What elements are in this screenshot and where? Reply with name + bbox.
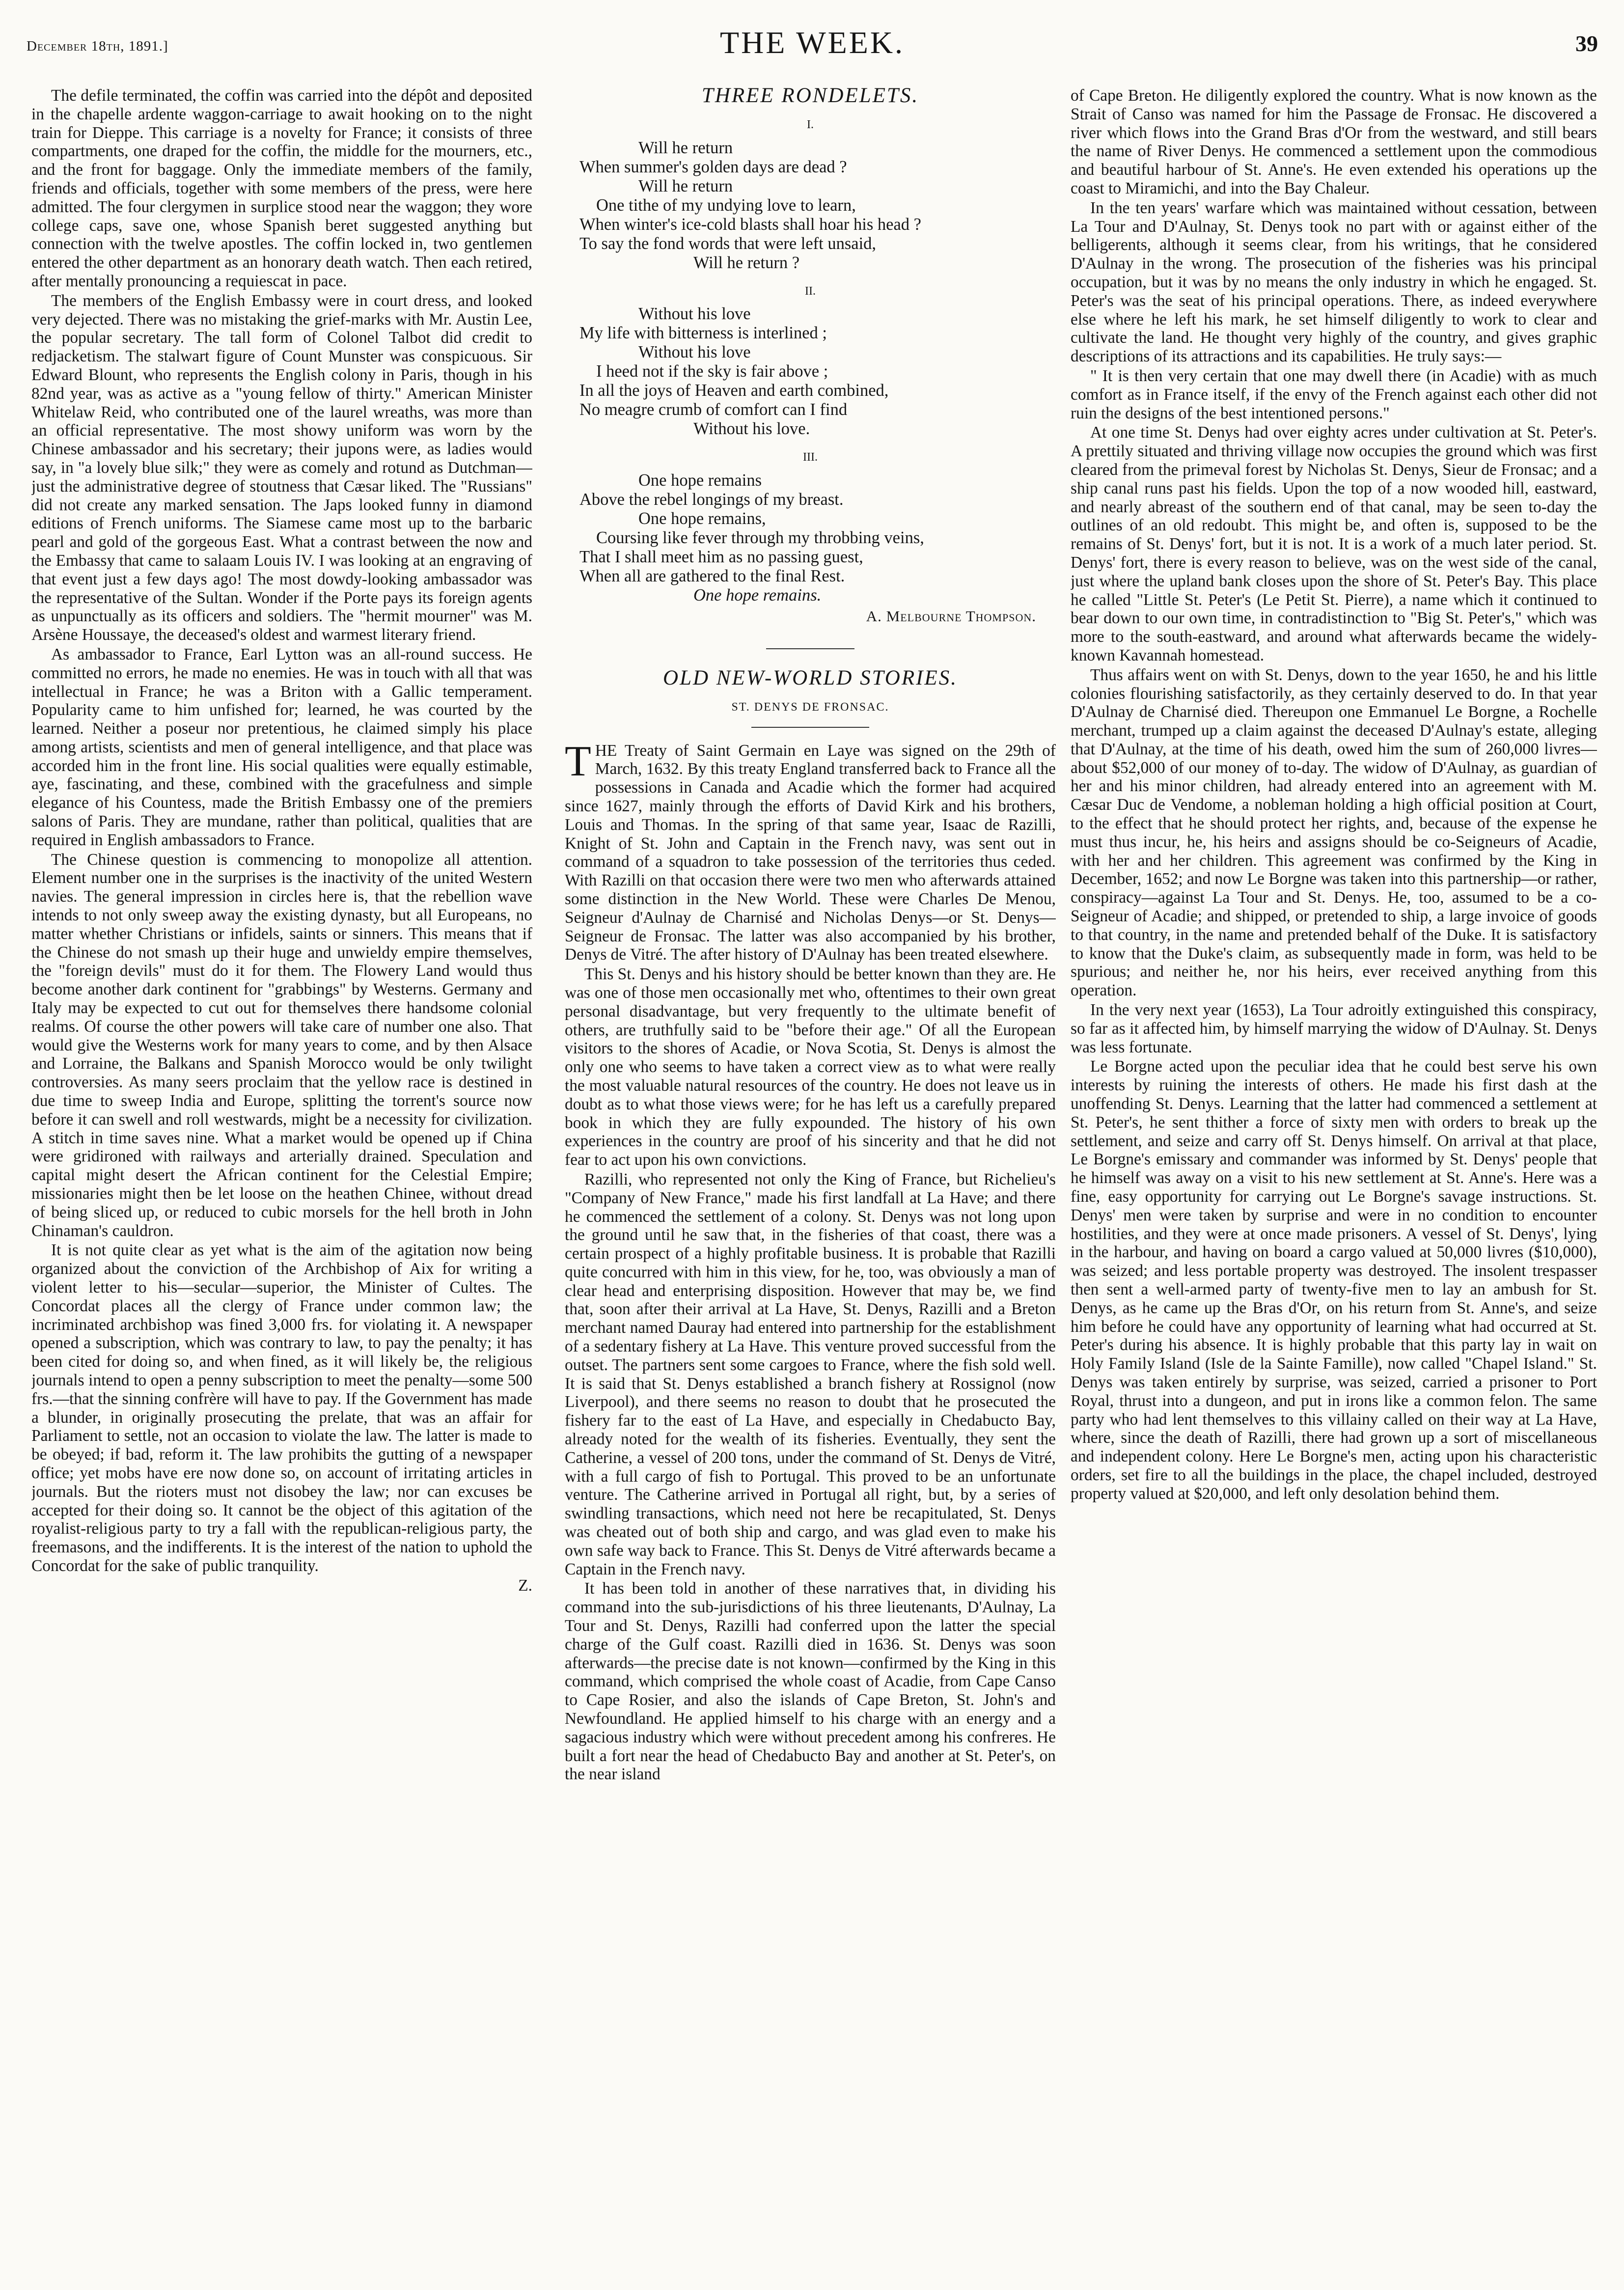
- story-paragraph: Le Borgne acted upon the peculiar idea that he could best serve his own interests by ruining the interests of others. He made his first dash at the unoffending St. Denys. Learning that the latter had commenced a settlement at St. Peter's, he sent thither a force of sixty men with orders to break up the settlement, and seize and carry off St. Denys himself. On arrival at that place, Le Borgne's emissary and commander was informed by St. Denys' people that he himself was away on a visit to his new settlement at St. Anne's. Here was a fine, easy opportunity for carrying out Le Borgne's savage instructions. St. Denys' men were taken by surprise and were in no condition to encounter hostilities, and they were at once made prisoners. A vessel of St. Denys', lying in the harbour, and having on board a cargo valued at 50,000 livres ($10,000), was seized; and less portable property was destroyed. The insolent trespasser then sent a well-armed party of twenty-five men to lay an ambush for St. Denys, as he came up the Bras d'Or, on his return from St. Anne's, and seize him before he could have any opportunity of learning what had occurred at St. Peter's during his absence. It is highly probable that this party lay in wait on Holy Family Island (Isle de la Sainte Famille), now called "Chapel Island." St. Denys was taken entirely by surprise, was seized, carried a prisoner to Port Royal, thrust into a dungeon, and put in irons like a common felon. The same party who had lent themselves to this villainy called on their way at La Have, where, since the death of Razilli, there had grown up a sort of miscellaneous and independent colony. Here Le Borgne's men, acting upon his characteristic orders, set fire to all the buildings in the place, the chapel included, destroyed property valued at $20,000, and left only desolation behind them.: [1071, 1057, 1597, 1503]
- story-paragraph: Razilli, who represented not only the King of France, but Richelieu's "Company of New France," made his first landfall at La Have; and there he commenced the settlement of a colony. St. Denys was not long upon the ground until he saw that, in the fisheries of that coast, there was a certain prospect of a highly profitable business. It is probable that Razilli quite concurred with him in this view, for he, too, was obviously a man of clear head and enterprising disposition. However that may be, we find that, soon after their arrival at La Have, St. Denys, Razilli and a Breton merchant named Dauray had entered into partnership for the establishment of a sedentary fishery at La Have. This venture proved successful from the outset. The partners sent some cargoes to France, where the fish sold well. It is said that St. Denys established a branch fishery at Rossignol (now Liverpool), and there seems no reason to doubt that he prosecuted the fishery far to the east of La Have, and especially in Chedabucto Bay, already noted for the wealth of its fisheries. Eventually, they sent the Catherine, a vessel of 200 tons, under the command of St. Denys de Vitré, with a full cargo of fish to Portugal. This proved to be an unfortunate venture. The Catherine arrived in Portugal all right, but, by a series of swindling transactions, which need not here be recapitulated, St. Denys was cheated out of both ship and cargo, and was glad even to make his own safe way back to France. This St. Denys de Vitré afterwards became a Captain in the French navy.: [565, 1170, 1056, 1578]
- poem-line: No meagre crumb of comfort can I find: [579, 400, 848, 419]
- poem-line: Will he return: [638, 176, 733, 195]
- story-paragraph: of Cape Breton. He diligently explored the country. What is now known as the Strait of Canso was named for him the Passage de Fronsac. He discovered a river which flows into the Grand Bras d'Or from the westward, and still bears the name of River Denys. He commenced a settlement upon the commodious and beautiful harbour of St. Anne's. He even extended his operations up the coast to Miramichi, and into the Bay Chaleur.: [1071, 86, 1597, 197]
- story-paragraph: This St. Denys and his history should be better known than they are. He was one of those men occasionally met who, oftentimes to their own great personal disadvantage, but very frequently to the ultimate benefit of others, are truthfully said to be "before their age." Of all the European visitors to the shores of Acadie, or Nova Scotia, St. Denys is almost the only one who seems to have taken a correct view as to what were really the most valuable natural resources of the country. He does not leave us in doubt as to what those views were; for he has left us a carefully prepared book in which they are fully expounded. The history of his own experiences in the country are proof of his sincerity and that he did not fear to act upon his own convictions.: [565, 965, 1056, 1169]
- poem-line: Will he return ?: [693, 253, 800, 272]
- poem-line: I heed not if the sky is fair above ;: [596, 362, 828, 381]
- article-paragraph: The defile terminated, the coffin was carried into the dépôt and deposited in the chapelle ardente waggon-carriage to await hooking on to the night train for Dieppe. This carriage is a novelty for France; it consists of three compartments, one draped for the coffin, the middle for the mourners, etc., and the front for baggage. Only the immediate members of the family, friends and officials, together with some members of the press, were here admitted. The four clergymen in surplice stood near the waggon; they wore college caps, save one, whose Spanish beret suggested anything but connection with the twelve apostles. The coffin locked in, two gentlemen entered the other department as an honorary death watch. Then each retired, after mentally pronouncing a requiescat in pace.: [31, 86, 532, 290]
- stanza-numeral: III.: [803, 451, 818, 464]
- poem-line: Coursing like fever through my throbbing veins,: [596, 528, 924, 548]
- masthead-title: THE WEEK.: [719, 25, 905, 60]
- title-rule: [751, 727, 869, 728]
- article-paragraph: It is not quite clear as yet what is the aim of the agitation now being organized about the conviction of the Archbishop of Aix for writing a violent letter to his—secular—superior, the Minister of Cultes. The Concordat places all the clergy of France under common law; the incriminated archbishop was fined 3,000 frs. for violating it. A newspaper opened a subscription, which was contrary to law, to pay the penalty; it has been cited for doing so, and when fined, as it will likely be, the religious journals intend to open a penny subscription to meet the penalty—some 500 frs.—that the sinning confrère will have to pay. If the Government has made a blunder, in originally prosecuting the prelate, that was an affair for Parliament to settle, not an occasion to violate the law. The latter is made to be obeyed; if bad, reform it. The law prohibits the gutting of a newspaper office; yet mobs have ere now done so, on account of irritating articles in journals. But the rioters must not disobey the law; nor can excuses be accepted for their doing so. It cannot be the object of this agitation of the royalist-religious party to try a fall with the republican-religious party, the freemasons, and the indifferents. It is the interest of the nation to uphold the Concordat for the sake of public tranquility.: [31, 1241, 532, 1575]
- poem-stanza: [579, 471, 1056, 605]
- story-paragraph: It has been told in another of these narratives that, in dividing his command into the sub-jurisdictions of his three lieutenants, D'Aulnay, La Tour and St. Denys, Razilli had conferred upon the latter the special charge of the Gulf coast. Razilli died in 1636. St. Denys was soon afterwards—the precise date is not known—confirmed by the King in this command, which comprised the whole coast of Acadie, from Cape Canso to Cape Rosier, and also the islands of Cape Breton, St. John's and Newfoundland. He applied himself to his charge with an energy and a sagacious industry which were without precedent among his confreres. He built a fort near the head of Chedabucto Bay and another at St. Peter's, on the near island: [565, 1579, 1056, 1784]
- poem-line: When summer's golden days are dead ?: [579, 157, 847, 176]
- page-number: 39: [1575, 31, 1598, 56]
- poem-line: When all are gathered to the final Rest.: [579, 567, 845, 586]
- poem-line: One hope remains.: [693, 586, 822, 605]
- stanza-numeral: II.: [805, 284, 816, 298]
- column-middle: [565, 86, 1056, 2277]
- column-right: [1071, 86, 1597, 2277]
- opening-text: HE Treaty of Saint Germain en Laye was signed on the 29th of March, 1632. By this treaty England transferred back to France all the possessions in Canada and Acadie which the former had acquired since 1627, mainly through the efforts of David Kirk and his brothers, Louis and Thomas. In the spring of that same year, Isaac de Razilli, Knight of St. John and Captain in the French navy, was sent out in command of a squadron to take possession of the territories thus ceded. With Razilli on that occasion there were two men who afterwards attained some distinction in the New World. These were Charles De Menou, Seigneur d'Aulnay de Charnisé and Nicholas Denys—or St. Denys—Seigneur de Fronsac. The latter was also accompanied by his brother, Denys de Vitré. The after history of D'Aulnay has been treated elsewhere.: [565, 741, 1056, 964]
- stanza-numeral: I.: [807, 118, 814, 131]
- poem-stanza: [579, 304, 1056, 439]
- poem-line: To say the fond words that were left unsaid,: [579, 234, 877, 253]
- issue-date: December 18th, 1891.]: [27, 38, 168, 54]
- poem-line: Will he return: [638, 138, 733, 157]
- poem-line: Without his love: [638, 304, 751, 324]
- page-header: [27, 20, 1598, 69]
- column-left: [31, 86, 532, 2277]
- article-signature: Z.: [518, 1576, 532, 1595]
- poem-stanza: [579, 138, 1056, 273]
- article-paragraph: The members of the English Embassy were in court dress, and looked very dejected. There was no mistaking the grief-marks with Mr. Austin Lee, the popular secretary. The tall form of Colonel Talbot did credit to redjacketism. The stalwart figure of Count Munster was conspicuous. Sir Edward Blount, who represents the English colony in Paris, though in his 82nd year, was as active as a "young fellow of thirty." American Minister Whitelaw Reid, who contributed one of the laurel wreaths, was more than an official representative. The most showy uniform was worn by the Chinese ambassador and his secretary; their jupons were, as ladies would say, in "a lovely blue silk;" they were as comely and rotund as Dutchman—just the administrative degree of stoutness that Cæsar liked. The "Russians" did not create any marked sensation. The Japs looked funny in diamond editions of French uniforms. The Siamese came most up to the barbaric pearl and gold of the gorgeous East. What a contrast between the now and the Embassy that came to salaam Louis IV. I was looking at an engraving of that event just a few days ago! The most dowdy-looking ambassador was the representative of the Sultan. Wonder if the Porte pays its foreign agents as unpunctually as its officers and soldiers. The "hermit mourner" was M. Arsène Houssaye, the deceased's oldest and warmest literary friend.: [31, 291, 532, 644]
- article-paragraph: As ambassador to France, Earl Lytton was an all-round success. He committed no errors, he made no enemies. He was in touch with all that was intellectual in France; he was a Briton with a Gallic temperament. Popularity came to him unfished for; learned, he was courted by the learned. Neither a poseur nor pretentious, he claimed simply his place among artists, scientists and men of general intelligence, and that place was accorded him in the front line. His social qualities were equally estimable, aye, fascinating, and these, combined with the gracefulness and simple elegance of his Countess, made the British Embassy one of the premiers salons of Paris. They are mundane, rather than political, qualities that are required in English ambassadors to France.: [31, 645, 532, 849]
- story-subtitle: ST. DENYS DE FRONSAC.: [731, 700, 889, 714]
- drop-cap: T: [565, 737, 591, 785]
- story-paragraph: At one time St. Denys had over eighty acres under cultivation at St. Peter's. A prettily situated and thriving village now occupies the ground which was first cleared from the primeval forest by Nicholas St. Denys, Sieur de Fronsac; and a ship canal runs past his fields. Upon the top of a now wooded hill, eastward, and nearly abreast of the southern end of that canal, may be seen to-day the outlines of an old redoubt. This might be, and often is, supposed to be the remains of St. Denys' fort, but it is not. It is a work of a much later period. St. Denys' fort, there is every reason to believe, was on the west side of the canal, just where the upland bank closes upon the shore of St. Peter's Bay. This place he called "Little St. Peter's (Le Petit St. Pierre), a name which it continued to bear down to our own time, in contradistinction to "Big St. Peter's," which was more to the south-eastward, and around what afterwards became the widely-known Kavannah homestead.: [1071, 423, 1597, 664]
- poem-line: Without his love: [638, 343, 751, 362]
- poem-line: Above the rebel longings of my breast.: [579, 490, 844, 509]
- story-title: OLD NEW-WORLD STORIES.: [663, 666, 958, 690]
- poem-line: That I shall meet him as no passing guest,: [579, 548, 863, 567]
- article-paragraph: The Chinese question is commencing to monopolize all attention. Element number one in the surprises is the inactivity of the united Western navies. The general impression in circles here is, that the rebellion wave intends to not only sweep away the existing dynasty, but all Europeans, no matter whether Christians or infidels, saints or sinners. This means that if the Chinese do not smash up their huge and unwieldy empire themselves, the "foreign devils" must do it for them. The Flowery Land would thus become another dark continent for "grabbings" by Westerns. Germany and Italy may be expected to cut out for themselves there handsome colonial realms. Of course the other powers will take care of number one also. That would give the Westerns work for many years to come, and by then Alsace and Lorraine, the Balkans and Spanish Morocco would be only twilight controversies. As many seers proclaim that the yellow race is destined in due time to sweep India and Europe, splitting the torrent's source now before it can swell and roll westwards, might be a necessity for civilization. A stitch in time saves nine. What a market would be opened up if China were gridironed with railways and arterially drained. Speculation and capital might desert the African continent for the Celestial Empire; missionaries might then be let loose on the heathen Chinee, without dread of being sliced up, or reduced to cubic morsels for the hell broth in John Chinaman's cauldron.: [31, 850, 532, 1240]
- poem-line: In all the joys of Heaven and earth combined,: [579, 381, 889, 400]
- section-divider: [766, 648, 854, 649]
- quoted-passage: " It is then very certain that one may dwell there (in Acadie) with as much comfort as in France itself, if the envy of the French against each other did not ruin the designs of the best intentioned persons.": [1071, 366, 1597, 422]
- poem-author: A. Melbourne Thompson.: [866, 607, 1036, 625]
- story-paragraph: Thus affairs went on with St. Denys, down to the year 1650, he and his little colonies flourishing satisfactorily, as they certainly deserved to do. In that year D'Aulnay de Charnisé died. Thereupon one Emmanuel Le Borgne, a Rochelle merchant, trumped up a claim against the deceased D'Aulnay's estate, alleging that D'Aulnay, at the time of his death, owed him the sum of 260,000 livres—about $52,000 of our money of to-day. The widow of D'Aulnay, as guardian of her and his minor children, had already entered into an agreement with M. Cæsar Duc de Vendome, a nobleman holding a high official position at Court, to the effect that he should protect her rights, and, because of the expense he must thus incur, he, his heirs and assigns should be co-Seigneurs of Acadie, with her and her children. This agreement was confirmed by the King in December, 1652; and now Le Borgne was taken into this partnership—or rather, conspiracy—against La Tour and St. Denys. He, too, assumed to be a co-Seigneur of Acadie; and shipped, or pretended to ship, a large invoice of goods to that country, in the name and pretended behalf of the Duke. It is satisfactory to know that the Duke's claim, as subsequently made in form, was held to be spurious; and neither he, nor his heirs, ever received anything from this operation.: [1071, 665, 1597, 1000]
- poem-line: One hope remains,: [638, 509, 766, 528]
- poem-line: Without his love.: [693, 419, 810, 439]
- poem-line: One hope remains: [638, 471, 762, 490]
- poem-line: When winter's ice-cold blasts shall hoar his head ?: [579, 215, 921, 234]
- poem-line: My life with bitterness is interlined ;: [579, 324, 827, 343]
- story-paragraph: In the very next year (1653), La Tour adroitly extinguished this conspiracy, so far as it affected him, by himself marrying the widow of D'Aulnay. St. Denys was less fortunate.: [1071, 1001, 1597, 1056]
- story-opening-paragraph: [565, 737, 1056, 965]
- poem-title: THREE RONDELETS.: [701, 86, 919, 107]
- poem-line: One tithe of my undying love to learn,: [596, 195, 856, 215]
- story-paragraph: In the ten years' warfare which was maintained without cessation, between La Tour and D'Aulnay, St. Denys took no part with or against either of the belligerents, although it seems clear, from his writings, that he considered D'Aulnay in the wrong. The prosecution of the fisheries was his principal occupation, but it was by no means the only industry in which he engaged. St. Peter's was the seat of his principal operations. There, as indeed everywhere else where he left his mark, he set himself diligently to work to clear and cultivate the land. He thought very highly of the country, and gives graphic descriptions of its attractions and its capabilities. He truly says:—: [1071, 198, 1597, 366]
